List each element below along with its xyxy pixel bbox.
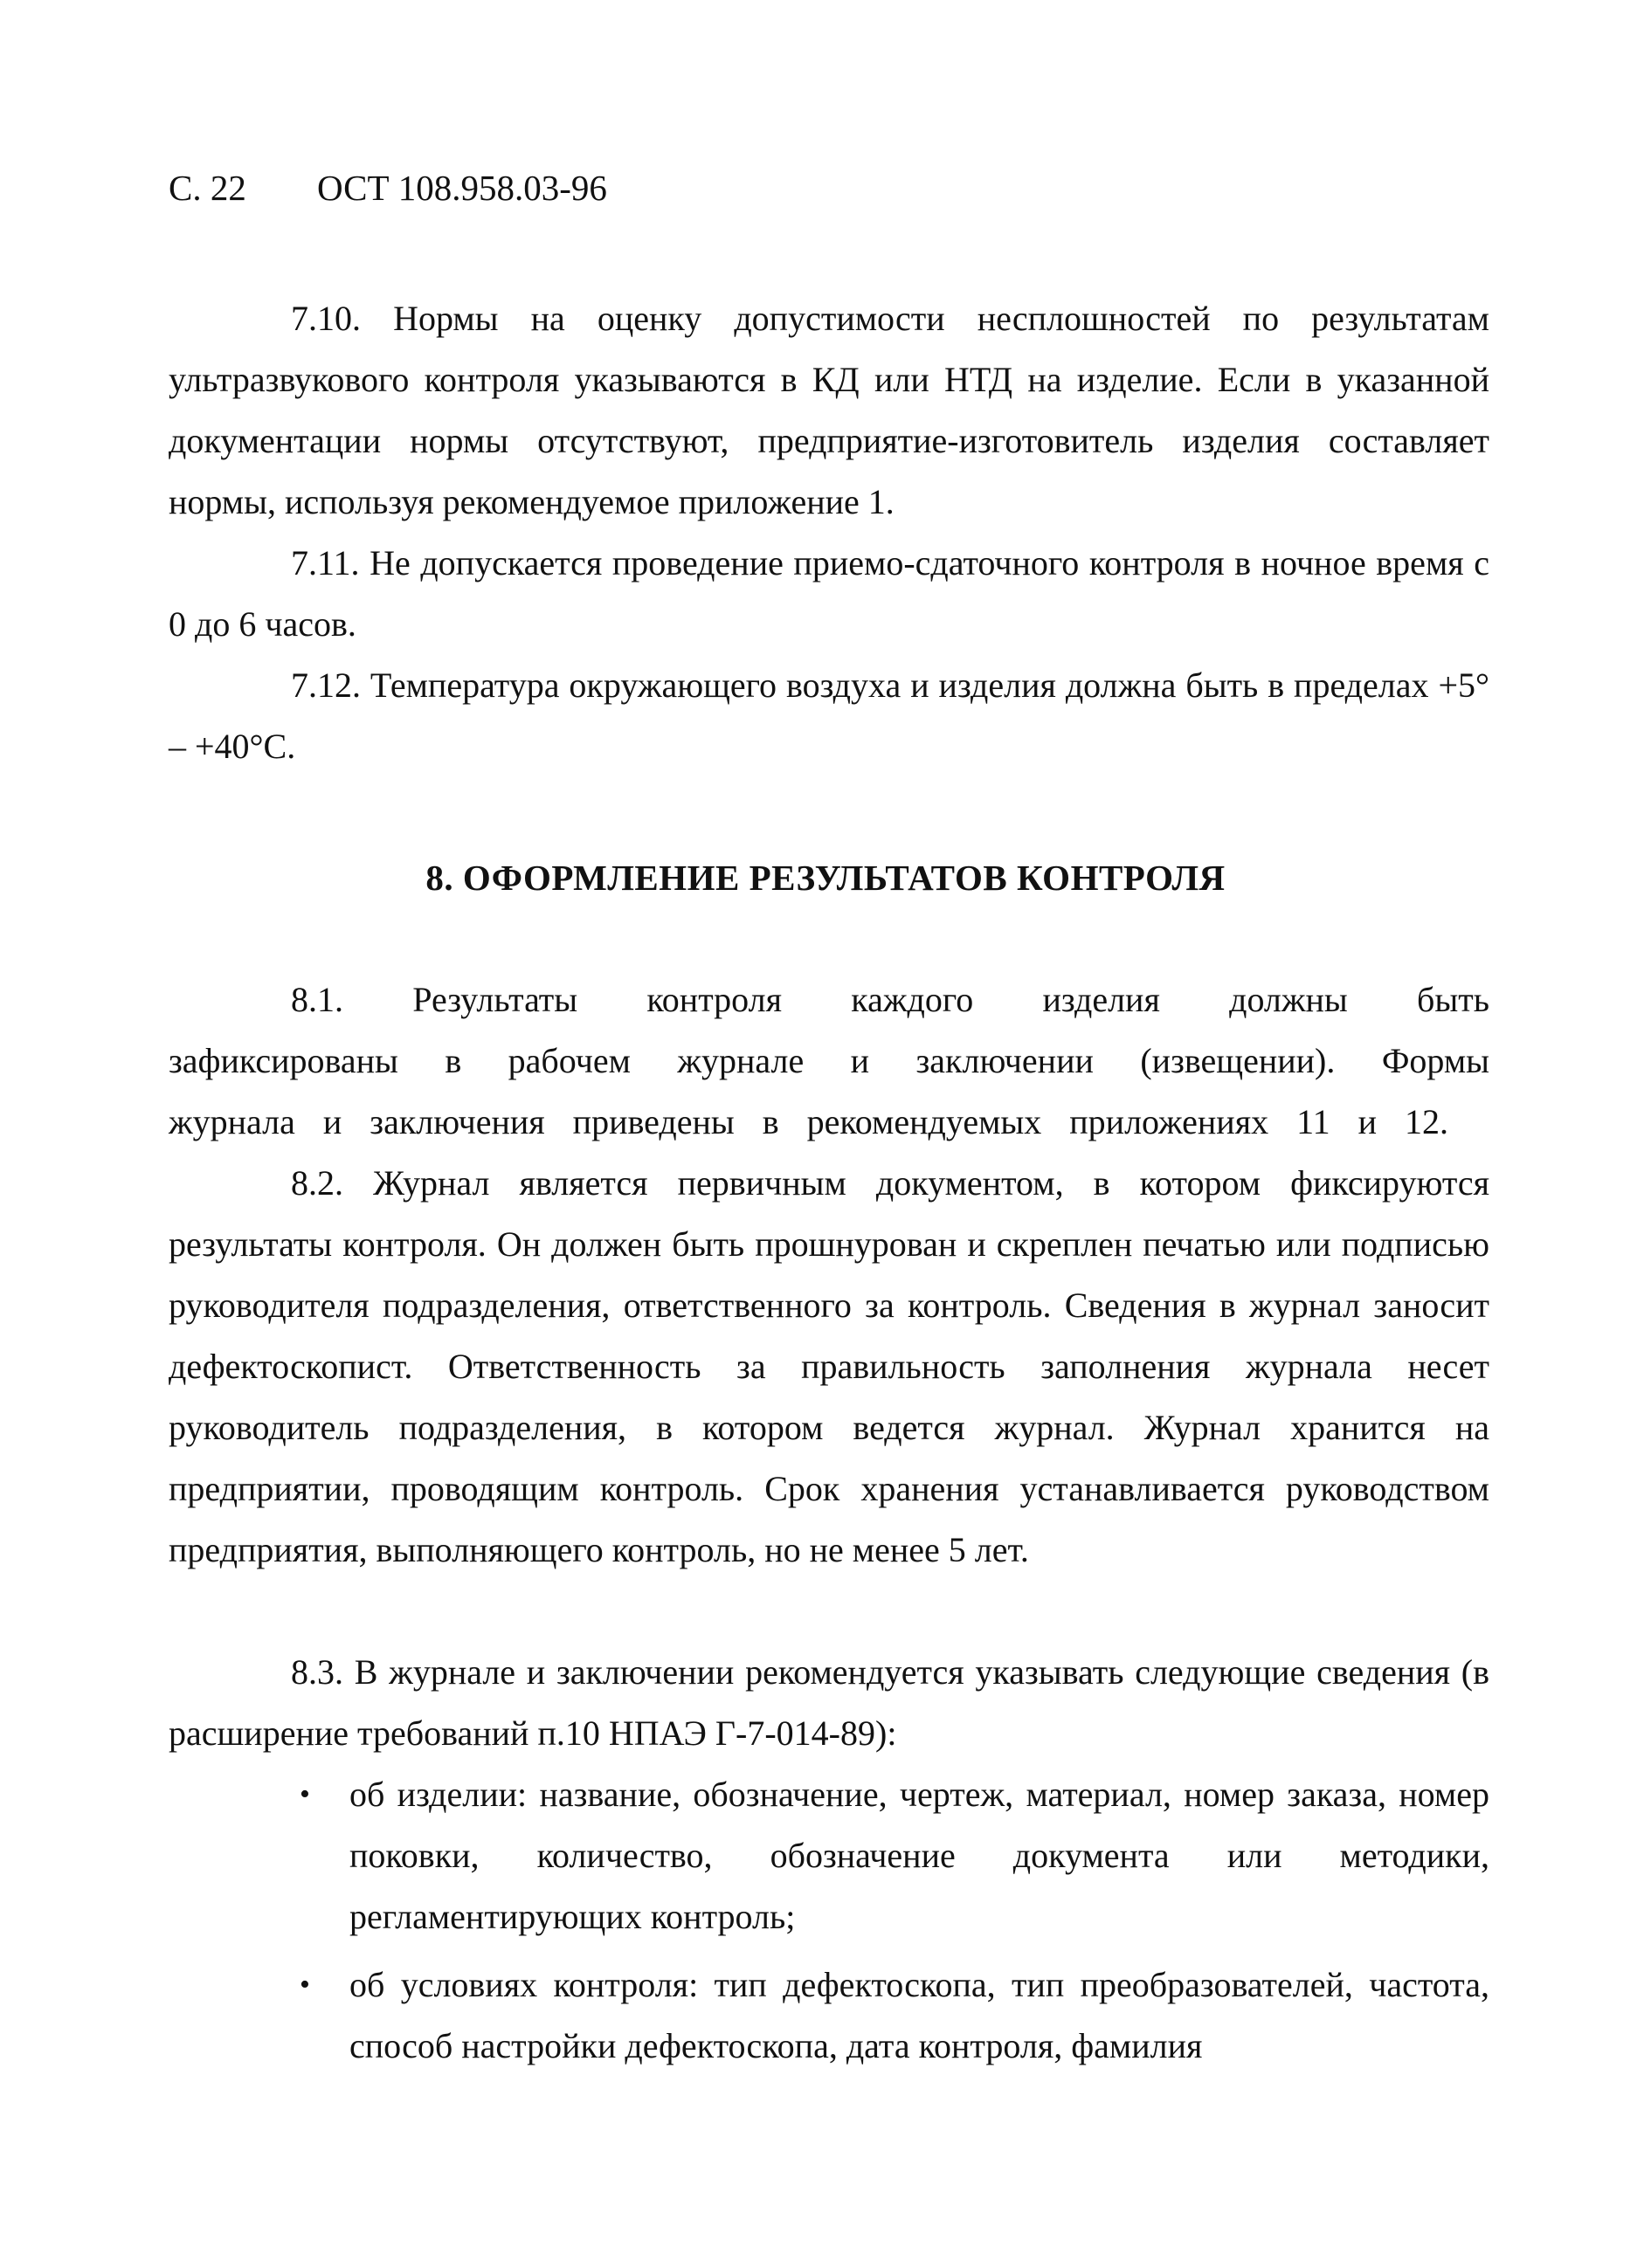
standard-code: ОСТ 108.958.03-96 <box>317 168 607 208</box>
bullet-icon: • <box>300 1778 310 1810</box>
paragraph-8-3-text: 8.3. В журнале и заключении рекомендуется указывать следующие сведения (в расширение требований п.10 НПАЭ Г-7-014-89): <box>169 1652 1489 1753</box>
section-heading: 8. ОФОРМЛЕНИЕ РЕЗУЛЬТАТОВ КОНТРОЛЯ <box>425 858 1226 898</box>
page-header <box>169 166 607 210</box>
paragraph-8-2-text: 8.2. Журнал является первичным документом, в котором фиксируются результаты контроля. Он должен быть прошнурован и скреплен печатью или подписью руководителя подразделения, ответственного за контроль. Сведения в журнал заносит дефектоскопист. Ответственность за правильность заполнения журнала несет руководитель подразделения, в котором ведется журнал. Журнал хранится на предприятии, проводящим контроль. Срок хранения устанавливается руководством предприятия, выполняющего контроль, но не менее 5 лет. <box>169 1163 1489 1569</box>
list-item <box>169 1764 1489 1947</box>
paragraph-7-12-text: 7.12. Температура окружающего воздуха и изделия должна быть в пределах +5° – +40°С. <box>169 665 1489 766</box>
list-item-text: об изделии: название, обозначение, чертеж, материал, номер заказа, номер поковки, количество, обозначение документа или методики, регламентирующих контроль; <box>349 1775 1489 1936</box>
paragraph-8-1 <box>169 969 1489 1153</box>
paragraph-7-11 <box>169 533 1489 655</box>
bullet-list <box>169 1764 1489 2084</box>
paragraph-7-10 <box>169 288 1489 533</box>
paragraph-8-1-text: 8.1. Результаты контроля каждого изделия должны быть зафиксированы в рабочем журнале и заключении (извещении). Формы журнала и заключения приведены в рекомендуемых приложениях 11 и 12. <box>169 980 1489 1141</box>
paragraph-7-11-text: 7.11. Не допускается проведение приемо-сдаточного контроля в ночное время с 0 до 6 часов. <box>169 543 1489 644</box>
list-item-text: об условиях контроля: тип дефектоскопа, тип преобразователей, частота, способ настройки дефектоскопа, дата контроля, фамилия <box>349 1965 1489 2065</box>
bullet-icon: • <box>300 1968 310 2001</box>
list-item <box>169 1954 1489 2077</box>
paragraph-7-12 <box>169 655 1489 777</box>
page-number: С. 22 <box>169 168 246 208</box>
paragraph-8-2 <box>169 1153 1489 1581</box>
paragraph-7-10-text: 7.10. Нормы на оценку допустимости несплошностей по результатам ультразвукового контроля указываются в КД или НТД на изделие. Если в указанной документации нормы отсутствуют, предприятие-изготовитель изделия составляет нормы, используя рекомендуемое приложение 1. <box>169 299 1489 521</box>
paragraph-8-3 <box>169 1642 1489 1764</box>
